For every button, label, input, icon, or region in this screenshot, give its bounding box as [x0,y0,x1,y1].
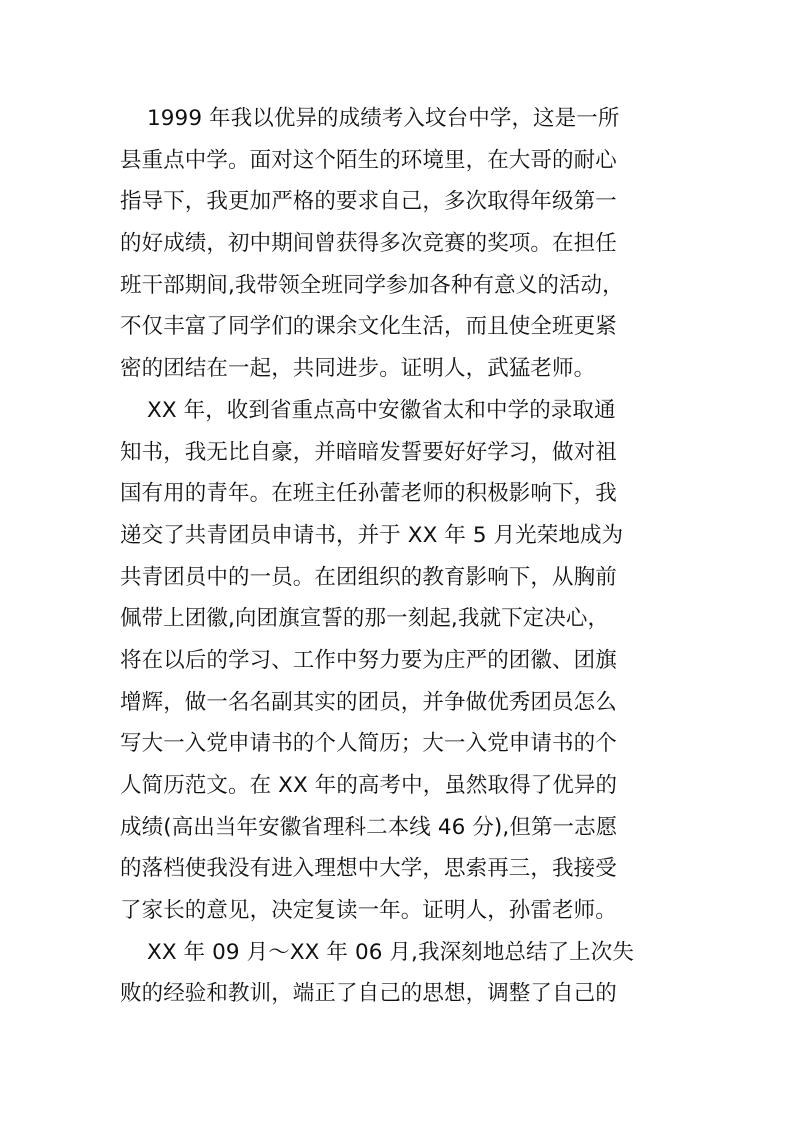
text-line: 不仅丰富了同学们的课余文化生活，而且使全班更紧 [120,314,617,340]
text-line: 知书，我无比自豪，并暗暗发誓要好好学习，做对祖 [120,439,617,465]
text-line: XX 年 09 月～XX 年 06 月,我深刻地总结了上次失 [147,939,634,965]
text-line: 共青团员中的一员。在团组织的教育影响下，从胸前 [120,564,617,590]
text-line: XX 年，收到省重点高中安徽省太和中学的录取通 [147,397,616,423]
text-line: 写大一入党申请书的个人简历；大一入党申请书的个 [120,731,617,757]
document-body [120,98,680,1015]
text-line: 败的经验和教训，端正了自己的思想，调整了自己的 [120,981,617,1007]
text-line: 递交了共青团员申请书，并于 XX 年 5 月光荣地成为 [120,522,624,548]
text-line: 国有用的青年。在班主任孙蕾老师的积极影响下，我 [120,481,617,507]
text-line: 密的团结在一起，共同进步。证明人，武猛老师。 [120,356,596,382]
text-line: 人简历范文。在 XX 年的高考中，虽然取得了优异的 [120,773,618,798]
text-line: 的落档使我没有进入理想中大学，思索再三，我接受 [120,856,617,882]
text-line: 了家长的意见，决定复读一年。证明人，孙雷老师。 [120,898,617,924]
text-line: 1999 年我以优异的成绩考入坟台中学，这是一所 [147,106,620,131]
text-line: 的好成绩，初中期间曾获得多次竞赛的奖项。在担任 [120,231,617,257]
text-line: 增辉，做一名名副其实的团员，并争做优秀团员怎么 [120,689,617,715]
text-line: 将在以后的学习、工作中努力要为庄严的团徽、团旗 [120,647,617,673]
text-line: 指导下，我更加严格的要求自己，多次取得年级第一 [120,189,617,215]
text-line: 县重点中学。面对这个陌生的环境里，在大哥的耐心 [120,147,617,173]
text-line: 班干部期间,我带领全班同学参加各种有意义的活动， [120,272,624,298]
text-line: 成绩(高出当年安徽省理科二本线 46 分),但第一志愿 [120,814,618,840]
text-line: 佩带上团徽,向团旗宣誓的那一刻起,我就下定决心， [120,606,610,632]
